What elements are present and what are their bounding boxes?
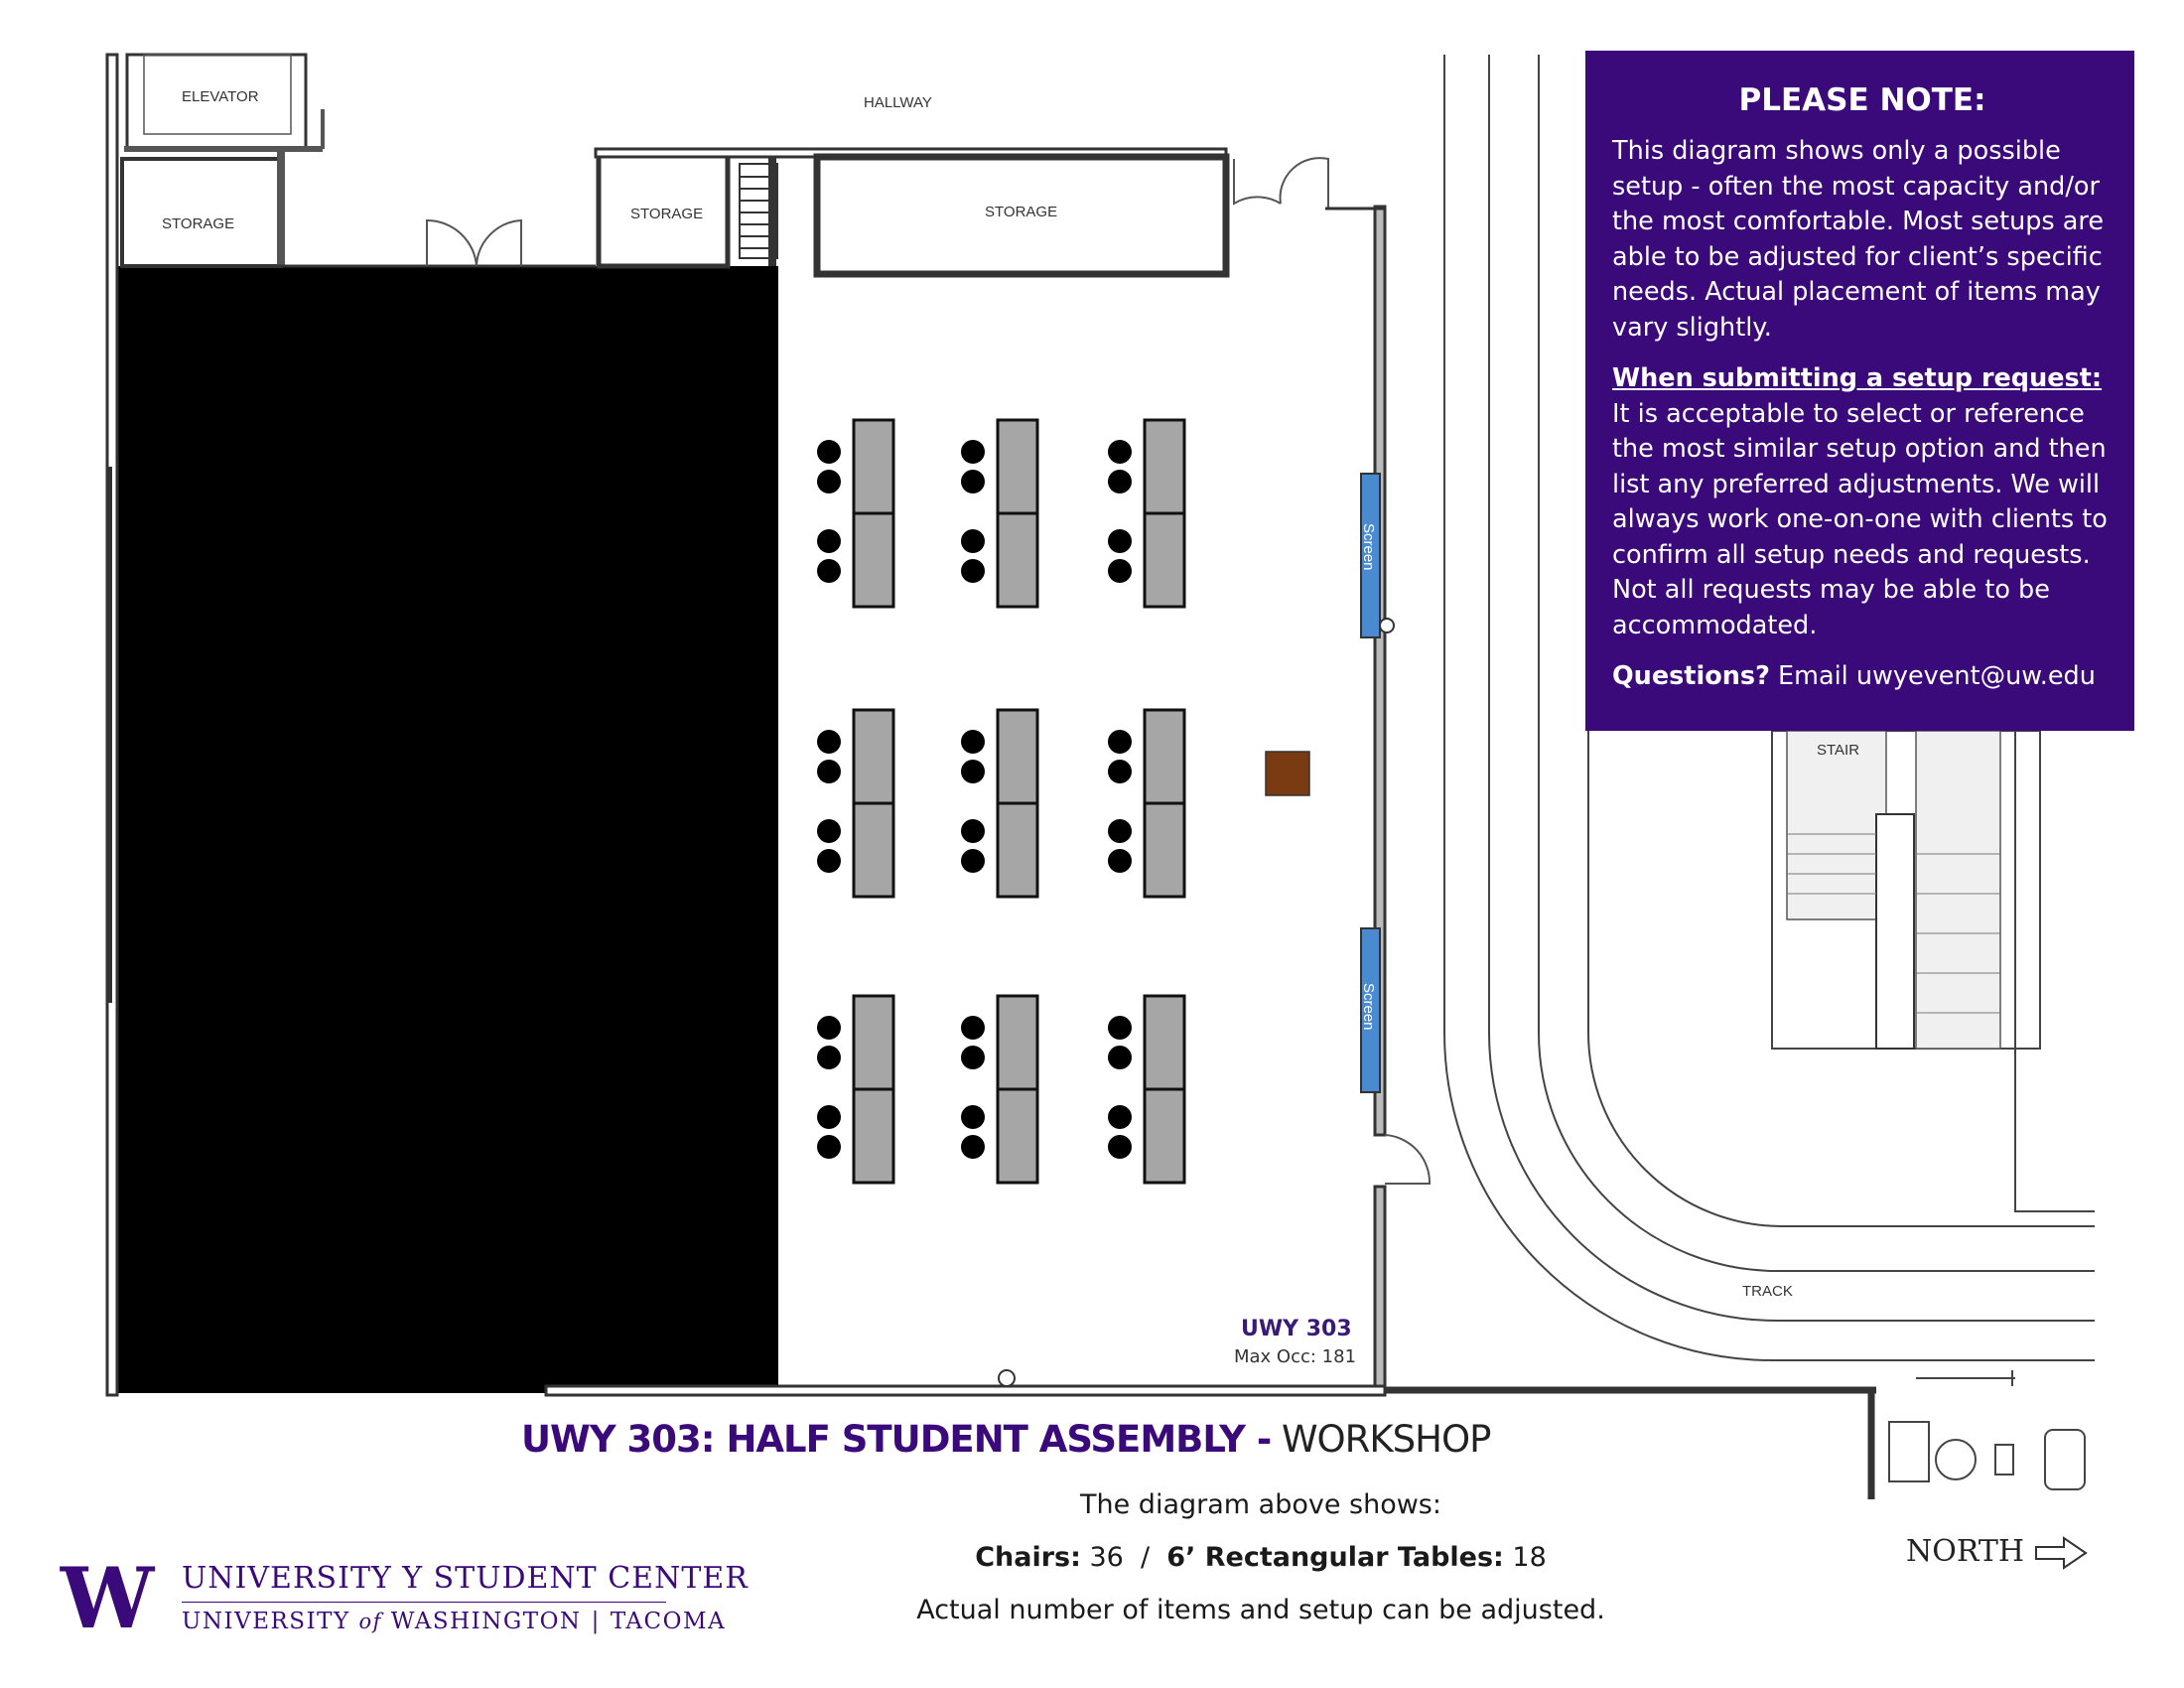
table: [1145, 996, 1184, 1089]
note-questions-email[interactable]: Email uwyevent@uw.edu: [1769, 661, 2096, 691]
chair: [817, 1046, 841, 1069]
chair: [961, 1105, 985, 1129]
page-title-main: UWY 303: HALF STUDENT ASSEMBLY -: [521, 1418, 1272, 1461]
north-arrow-icon: [2034, 1535, 2090, 1571]
chair: [817, 760, 841, 783]
table: [854, 996, 893, 1089]
chair: [1108, 559, 1132, 583]
screen-1-label: Screen: [1360, 523, 1377, 571]
closed-half-area: [117, 266, 778, 1393]
summary-counts: [754, 1542, 1767, 1573]
chair: [817, 529, 841, 553]
summary-footnote: Actual number of items and setup can be adjusted.: [916, 1595, 1605, 1625]
chair: [1108, 1135, 1132, 1159]
elevator: [124, 55, 323, 149]
chair: [961, 559, 985, 583]
brand-line-1: UNIVERSITY Y STUDENT CENTER: [182, 1561, 749, 1596]
table: [854, 710, 893, 803]
table: [1145, 803, 1184, 897]
chair: [1108, 1105, 1132, 1129]
table: [1145, 710, 1184, 803]
table: [998, 420, 1037, 513]
chair: [961, 470, 985, 493]
table: [998, 1089, 1037, 1183]
note-title: PLEASE NOTE:: [1738, 82, 1986, 118]
note-box: [1585, 51, 2134, 731]
note-paragraph-2-lead: When submitting a setup request:: [1612, 363, 2103, 393]
double-door-top: [427, 220, 521, 266]
chair: [961, 849, 985, 873]
north-indicator: [1906, 1534, 2090, 1571]
storage-left: [122, 149, 281, 266]
stair-label: STAIR: [1817, 742, 1860, 759]
table: [998, 803, 1037, 897]
screen-2: [1360, 928, 1380, 1092]
chair: [1108, 1046, 1132, 1069]
tables-label: 6’ Rectangular Tables:: [1166, 1542, 1504, 1573]
brand-divider: [182, 1602, 666, 1603]
chair: [817, 849, 841, 873]
chair: [961, 1046, 985, 1069]
table: [1145, 1089, 1184, 1183]
table: [854, 1089, 893, 1183]
table: [854, 420, 893, 513]
chair: [1108, 760, 1132, 783]
podium: [1266, 752, 1309, 795]
chair: [817, 470, 841, 493]
chair: [1108, 849, 1132, 873]
screen-1: [1360, 474, 1380, 637]
storage-mid-label: STORAGE: [630, 206, 704, 222]
vent-grille: [740, 149, 777, 266]
chair: [1108, 730, 1132, 754]
storage-left-label: STORAGE: [162, 215, 235, 232]
room-bottom-wall: [546, 1386, 1385, 1395]
room-name: UWY 303: [1241, 1317, 1352, 1341]
table: [998, 996, 1037, 1089]
chair: [817, 440, 841, 464]
note-paragraph-2-rest: It is acceptable to select or reference the most similar setup option and then list any preferred adjustments. We will always work one-on-one with clients to confirm all setup needs and requests. Not all requests may be able to be accommodated.: [1612, 398, 2108, 640]
chair: [817, 730, 841, 754]
chair: [817, 559, 841, 583]
outlet-bottom: [999, 1370, 1015, 1386]
summary-separator: /: [1123, 1542, 1167, 1573]
chair: [1108, 440, 1132, 464]
uw-w-logo: [58, 1564, 157, 1633]
chair: [1108, 470, 1132, 493]
chair: [961, 1016, 985, 1040]
brand-tacoma: TACOMA: [610, 1609, 727, 1634]
chair: [961, 730, 985, 754]
page-title: [521, 1418, 1514, 1461]
note-questions: [1612, 659, 2113, 695]
outlet-right: [1380, 619, 1394, 633]
note-paragraph-1: This diagram shows only a possible setup - often the most capacity and/or the most comfortable. Most setups are able to be adjusted for client’s specific needs. Actual placement of items may vary slightly.: [1612, 136, 2105, 343]
storage-mid: [599, 151, 728, 266]
table: [1145, 513, 1184, 607]
chair: [961, 760, 985, 783]
chair: [817, 1105, 841, 1129]
chair: [817, 819, 841, 843]
track-label: TRACK: [1742, 1283, 1793, 1300]
table: [854, 513, 893, 607]
room-max-occ: Max Occ: 181: [1234, 1346, 1357, 1367]
table: [998, 513, 1037, 607]
stair: [1772, 731, 2095, 1211]
chair: [1108, 1016, 1132, 1040]
chair: [961, 1135, 985, 1159]
north-label: NORTH: [1906, 1534, 2025, 1569]
brand-university: UNIVERSITY: [182, 1609, 350, 1634]
chair: [961, 440, 985, 464]
table: [854, 803, 893, 897]
chair: [817, 1135, 841, 1159]
page-title-setup-type: WORKSHOP: [1271, 1418, 1491, 1461]
tables-value: 18: [1503, 1542, 1547, 1573]
brand-of: of: [358, 1610, 382, 1633]
chairs-value: 36: [1080, 1542, 1124, 1573]
door-right: [1385, 1135, 1430, 1184]
uw-logo-letter: W: [60, 1564, 155, 1633]
brand-line-2: [182, 1609, 726, 1634]
chair: [1108, 819, 1132, 843]
chair: [1108, 529, 1132, 553]
table: [1145, 420, 1184, 513]
chair: [961, 819, 985, 843]
door-top-right: [1234, 158, 1328, 209]
chairs-label: Chairs:: [975, 1542, 1081, 1573]
chair: [961, 529, 985, 553]
summary-intro: The diagram above shows:: [1080, 1489, 1441, 1520]
note-questions-label: Questions?: [1612, 661, 1770, 691]
brand-washington: WASHINGTON: [390, 1609, 582, 1634]
furniture-layer: [817, 420, 1184, 1183]
storage-right-label: STORAGE: [985, 204, 1058, 220]
room-right-wall-lower: [1375, 1187, 1385, 1393]
table: [998, 710, 1037, 803]
note-paragraph-2: [1612, 361, 2113, 643]
hallway-label: HALLWAY: [864, 94, 932, 111]
brand-separator: |: [591, 1609, 601, 1634]
bottom-right-fixtures: [1889, 1370, 2085, 1489]
screen-2-label: Screen: [1360, 983, 1377, 1031]
chair: [817, 1016, 841, 1040]
elevator-label: ELEVATOR: [182, 88, 259, 105]
